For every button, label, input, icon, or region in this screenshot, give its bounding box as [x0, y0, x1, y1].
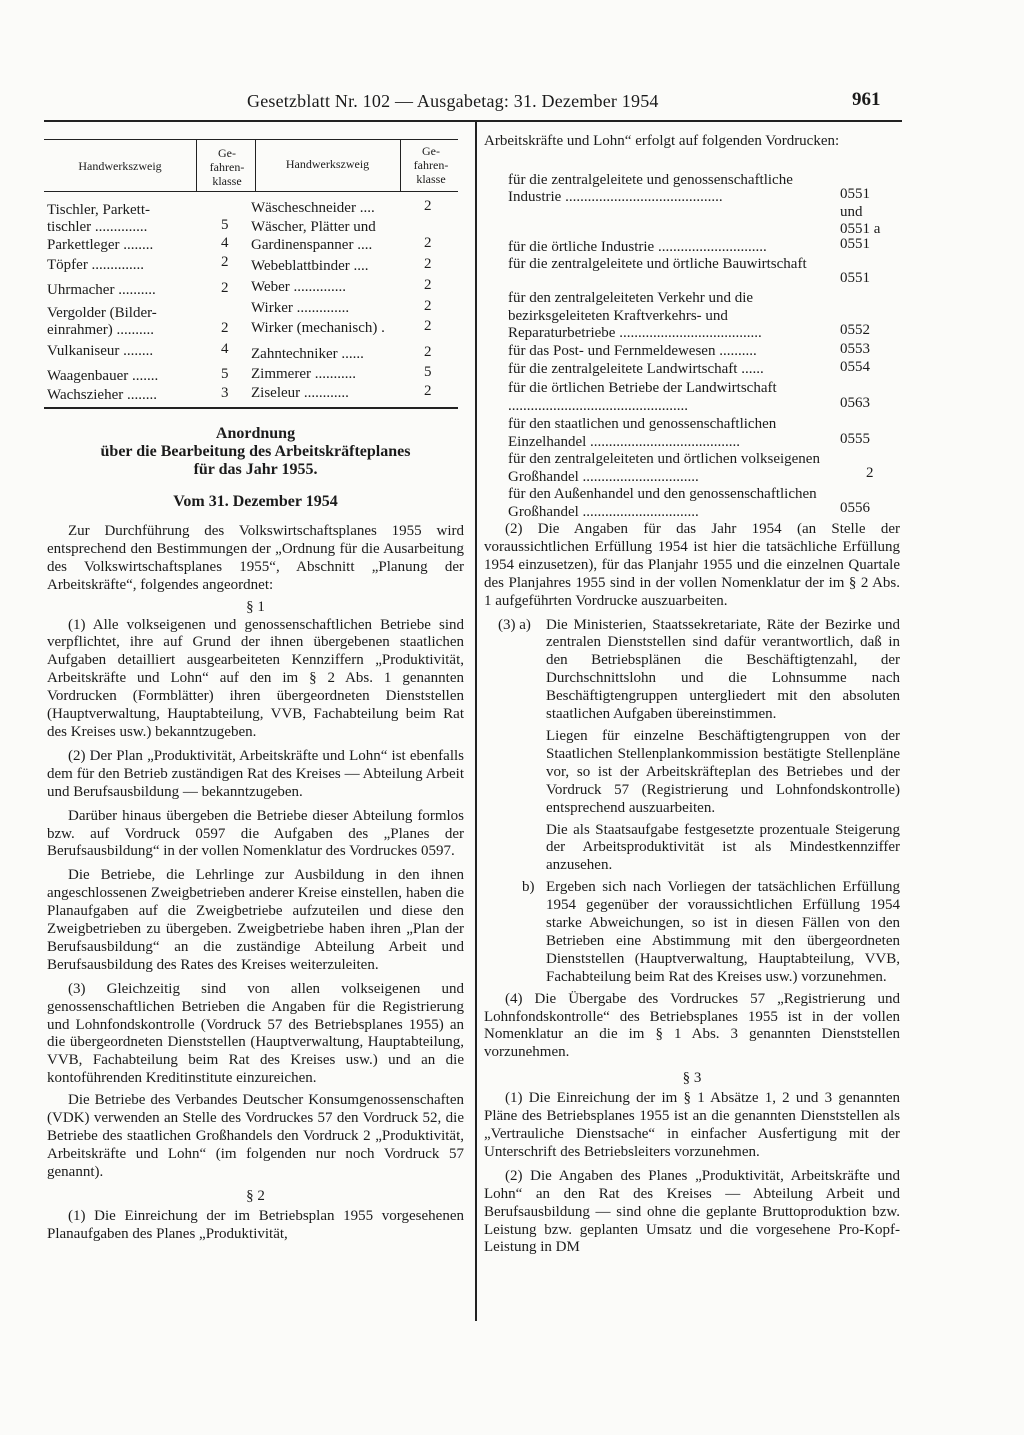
form-label: für die zentralgeleitete und genossenschaftliche Industrie ..........................................	[508, 172, 793, 205]
order-title: Anordnung	[215, 425, 296, 442]
form-code: 0552	[840, 322, 870, 338]
paragraph: Die Ministerien, Staatssekretariate, Räte der Bezirke und zentralen Dienststellen sind dafür verantwortlich, daß in den Betriebsplänen die Beschäftigtenzahl, der Durchschnittslohn und die Lohnsumme nach Beschäftigtengruppen untergliedert mit den absoluten staatlichen Aufgaben übereinstimmen.	[546, 616, 900, 723]
order-title: über die Bearbeitung des Arbeitskräfteplanes	[100, 443, 411, 460]
table-row: Wäscher, Plätter und	[251, 219, 376, 235]
table-row: Vergolder (Bilder-	[47, 305, 157, 321]
paragraph: Ergeben sich nach Vorliegen der tatsächlichen Erfüllung 1954 gegenüber der voraussichtlichen Erfüllung 1954 starke Abweichungen, so ist in diesen Fällen von den Betrieben eine Abstimmung mit den übergeordneten Dienststellen (Hauptverwaltung, Hauptabteilung, VVB, Fachabteilung beim Rat des Kreises usw.) vorzunehmen.	[546, 879, 900, 985]
order-date: Vom 31. Dezember 1954	[173, 493, 338, 510]
form-label: für den zentralgeleiteten Verkehr und die bezirksgeleiteten Kraftverkehrs- und Reparaturbetriebe ......................................	[508, 290, 762, 341]
form-code: 0556	[840, 500, 870, 516]
table-row: Tischler, Parkett-	[47, 202, 151, 218]
running-header: Gesetzblatt Nr. 102 — Ausgabetag: 31. Dezember 1954	[247, 91, 659, 111]
paragraph: Liegen für einzelne Beschäftigtengruppen von der Staatlichen Stellenplankommission bestätigte Stellenpläne vor, so ist der Arbeitskräfteplan des Betriebes und der Vordruck 57 (Registrierung und Lohnfondskontrolle) entsprechend auszuarbeiten.	[546, 727, 900, 816]
form-label: für den zentralgeleiteten und örtlichen volkseigenen Großhandel ...............................	[508, 451, 820, 485]
table-cell-class: 4	[221, 235, 229, 251]
table-cell-class: 2	[221, 254, 229, 270]
paragraph: Darüber hinaus übergeben die Betriebe dieser Abteilung formlos bzw. auf Vordruck 0597 die Aufgaben des „Planes der Berufsausbildung“ in der vollen Nomenklatur des Vordruckes 0597.	[47, 807, 464, 860]
table-cell-class: 2	[424, 277, 432, 293]
paragraph: Die Betriebe des Verbandes Deutscher Konsumgenossenschaften (VDK) verwenden an Stelle des Vordruckes 57 den Vordruck 52, die Betriebe des staatlichen Großhandels den Vordruck 2 „Produktivität, Arbeitskräfte und Lohn“ (im folgenden nur noch Vordruck 57 genannt).	[47, 1092, 464, 1180]
item-3a	[484, 617, 900, 876]
col-header-trade-left: Handwerkszweig	[78, 159, 162, 173]
paragraph: (1) Die Einreichung der im § 1 Absätze 1, 2 und 3 genannten Pläne des Betriebsplanes 1955 ist an die genannten Dienststellen als „Vertrauliche Dienstsache“ in einfacher Ausfertigung mit der Unterschrift des Betriebsleiters vorzunehmen.	[484, 1090, 900, 1160]
form-label: für das Post- und Fernmeldewesen ..........	[508, 343, 757, 359]
paragraph: (2) Der Plan „Produktivität, Arbeitskräfte und Lohn“ ist ebenfalls dem für den Betrieb zuständigen Rat des Kreises — Abteilung Arbeit und Berufsausbildung — bekanntzugeben.	[47, 747, 464, 800]
item-number: (3) a)	[498, 616, 531, 633]
paragraph: Zur Durchführung des Volkswirtschaftsplanes 1955 wird entsprechend den Bestimmungen der „Ordnung für die Ausarbeitung des Volkswirtschaftsplanes 1955“, Abschnitt „Planung der Arbeitskräfte“, folgendes angeordnet:	[47, 523, 464, 593]
table-row: einrahmer) ..........	[47, 322, 155, 338]
form-code: 0551 und 0551 a	[840, 186, 881, 237]
table-cell-class: 2	[424, 256, 432, 272]
form-code: 0555	[840, 431, 870, 447]
paragraph: Die Betriebe, die Lehrlinge zur Ausbildung in den ihnen angeschlossenen Zweigbetrieben anderer Kreise einstellen, haben die Planaufgaben auf die Zweigbetriebe aufzuteilen und diese den Zweigbetrieben zu übergeben. Zweigbetriebe haben ihren „Plan der Berufsausbildung“ an die zuständige Abteilung Arbeit und Berufsausbildung des Rates des Kreises weiterzuleiten.	[47, 867, 464, 973]
paragraph: (4) Die Übergabe des Vordruckes 57 „Registrierung und Lohnfondskontrolle“ des Betriebsplanes 1955 ist in der vollen Nomenklatur an die im § 1 Abs. 3 genannten Dienststellen vorzunehmen.	[484, 990, 900, 1061]
col-header-trade-right: Handwerkszweig	[285, 157, 370, 171]
table-row: tischler ..............	[47, 219, 148, 235]
form-label: für die örtliche Industrie .............................	[508, 239, 767, 255]
table-header-rule	[44, 191, 458, 192]
section-heading: § 3	[682, 1070, 702, 1087]
table-cell-class: 2	[424, 235, 432, 251]
form-code: 0551	[840, 270, 870, 286]
paragraph-continued: Arbeitskräfte und Lohn“ erfolgt auf folgenden Vordrucken:	[484, 133, 840, 149]
order-title: für das Jahr 1955.	[193, 461, 318, 478]
table-row: Vulkaniseur ........	[47, 343, 154, 359]
table-cell-class: 3	[221, 385, 229, 401]
table-cell-class: 4	[221, 341, 229, 357]
form-label: für den staatlichen und genossenschaftlichen Einzelhandel ........................................	[508, 416, 777, 450]
page-number: 961	[852, 89, 881, 110]
item-3b	[484, 879, 900, 986]
table-top-rule	[44, 139, 458, 140]
table-row: Zahntechniker ......	[251, 346, 364, 362]
table-cell-class: 5	[221, 217, 229, 233]
table-cell-class: 2	[424, 318, 432, 334]
table-cell-class: 2	[424, 344, 432, 360]
column-divider	[475, 121, 477, 1321]
table-row: Wirker ..............	[251, 300, 350, 316]
table-cell-class: 2	[221, 320, 229, 336]
paragraph-continued: (1) Die Einreichung der im Betriebsplan 1955 vorgesehenen Planaufgaben des Planes „Produktivität,	[47, 1207, 464, 1242]
form-code: 0553	[840, 341, 870, 357]
form-label: für die zentralgeleitete Landwirtschaft ......	[508, 361, 764, 377]
table-row: Zimmerer ...........	[251, 366, 356, 382]
table-row: Waagenbauer .......	[47, 368, 159, 384]
form-code: 0563	[840, 395, 870, 411]
table-row: Weber ..............	[251, 279, 347, 295]
paragraph: Die als Staatsaufgabe festgesetzte prozentuale Steigerung der Arbeitsproduktivität ist als Mindestkennziffer anzusehen.	[546, 821, 900, 874]
table-row: Parkettleger ........	[47, 237, 154, 253]
table-cell-class: 2	[424, 383, 432, 399]
col-header-class-left: Ge- fahren- klasse	[209, 146, 245, 188]
table-cell-class: 2	[221, 280, 229, 296]
item-number: b)	[522, 879, 535, 896]
table-cell-class: 2	[424, 198, 432, 214]
paragraph: (2) Die Angaben für das Jahr 1954 (an Stelle der voraussichtlichen Erfüllung 1954 ist hier die tatsächliche Erfüllung 1954 einzusetzen), für das Planjahr 1955 und die einzelnen Quartale des Planjahres 1955 sind in der vollen Nomenklatur der im § 2 Abs. 1 aufgeführten Vordrucke auszuarbeiten.	[484, 521, 900, 609]
left-column	[47, 425, 464, 1243]
table-vline-3	[400, 140, 401, 192]
table-vline-2	[255, 140, 256, 192]
table-row: Gardinenspanner ....	[251, 237, 373, 253]
paragraph: (3) Gleichzeitig sind von allen volkseigenen und genossenschaftlichen Betrieben die Angaben für die Registrierung und Lohnfondskontrolle (Vordruck 57 des Betriebsplanes 1955) an die übergeordneten Dienststellen (Hauptverwaltung, Hauptabteilung, VVB, Fachabteilung beim Rat des Kreises usw.) und an die kontoführenden Kreditinstitute einzureichen.	[47, 980, 464, 1087]
table-cell-class: 5	[424, 364, 432, 380]
table-row: Wäscheschneider ....	[251, 200, 375, 216]
form-label: für die zentralgeleitete und örtliche Bauwirtschaft	[508, 256, 807, 272]
form-label: für den Außenhandel und den genossenschaftlichen Großhandel ...............................	[508, 486, 817, 520]
col-header-class-right: Ge- fahren- klasse	[413, 144, 449, 186]
table-vline-1	[196, 140, 197, 192]
form-code: 0551	[840, 236, 870, 252]
table-cell-class: 2	[424, 298, 432, 314]
table-cell-class: 5	[221, 366, 229, 382]
table-bottom-rule	[44, 407, 458, 409]
header-rule	[44, 120, 902, 122]
form-label: für die örtlichen Betriebe der Landwirtschaft ................................................	[508, 380, 777, 414]
paragraph: (1) Alle volkseigenen und genossenschaftlichen Betriebe sind verpflichtet, ihre auf Grund der ihnen übergebenen staatlichen Aufgaben detailliert ausgearbeiteten Kennziffern „Produktivität, Arbeitskräfte und Lohn“ auf den im § 2 Abs. 1 genannten Vordrucken (Formblätter) ihren übergeordneten Dienststellen (Hauptverwaltung, Hauptabteilung, VVB, Fachabteilung beim Rat des Kreises usw.) bekanntzugeben.	[47, 616, 464, 740]
form-code: 2	[866, 465, 874, 481]
paragraph: (2) Die Angaben des Planes „Produktivität, Arbeitskräfte und Lohn“ an den Rat des Kreises — Abteilung Arbeit und Berufsausbildung — sind ohne die geplante Bruttoproduktion bzw. Leistung bzw. geplanten Umsatz und die vorgesehene Pro-Kopf-Leistung in DM	[484, 1167, 900, 1256]
section-heading: § 2	[246, 1187, 265, 1204]
table-row: Webeblattbinder ....	[251, 258, 369, 274]
form-code: 0554	[840, 359, 870, 375]
right-column-top	[484, 133, 900, 151]
right-column	[484, 521, 900, 1257]
table-row: Wirker (mechanisch) .	[251, 320, 385, 336]
table-row: Töpfer ..............	[47, 257, 145, 273]
table-row: Ziseleur ............	[251, 385, 349, 401]
table-row: Wachszieher ........	[47, 387, 157, 403]
section-heading: § 1	[246, 598, 265, 615]
table-row: Uhrmacher ..........	[47, 282, 156, 298]
